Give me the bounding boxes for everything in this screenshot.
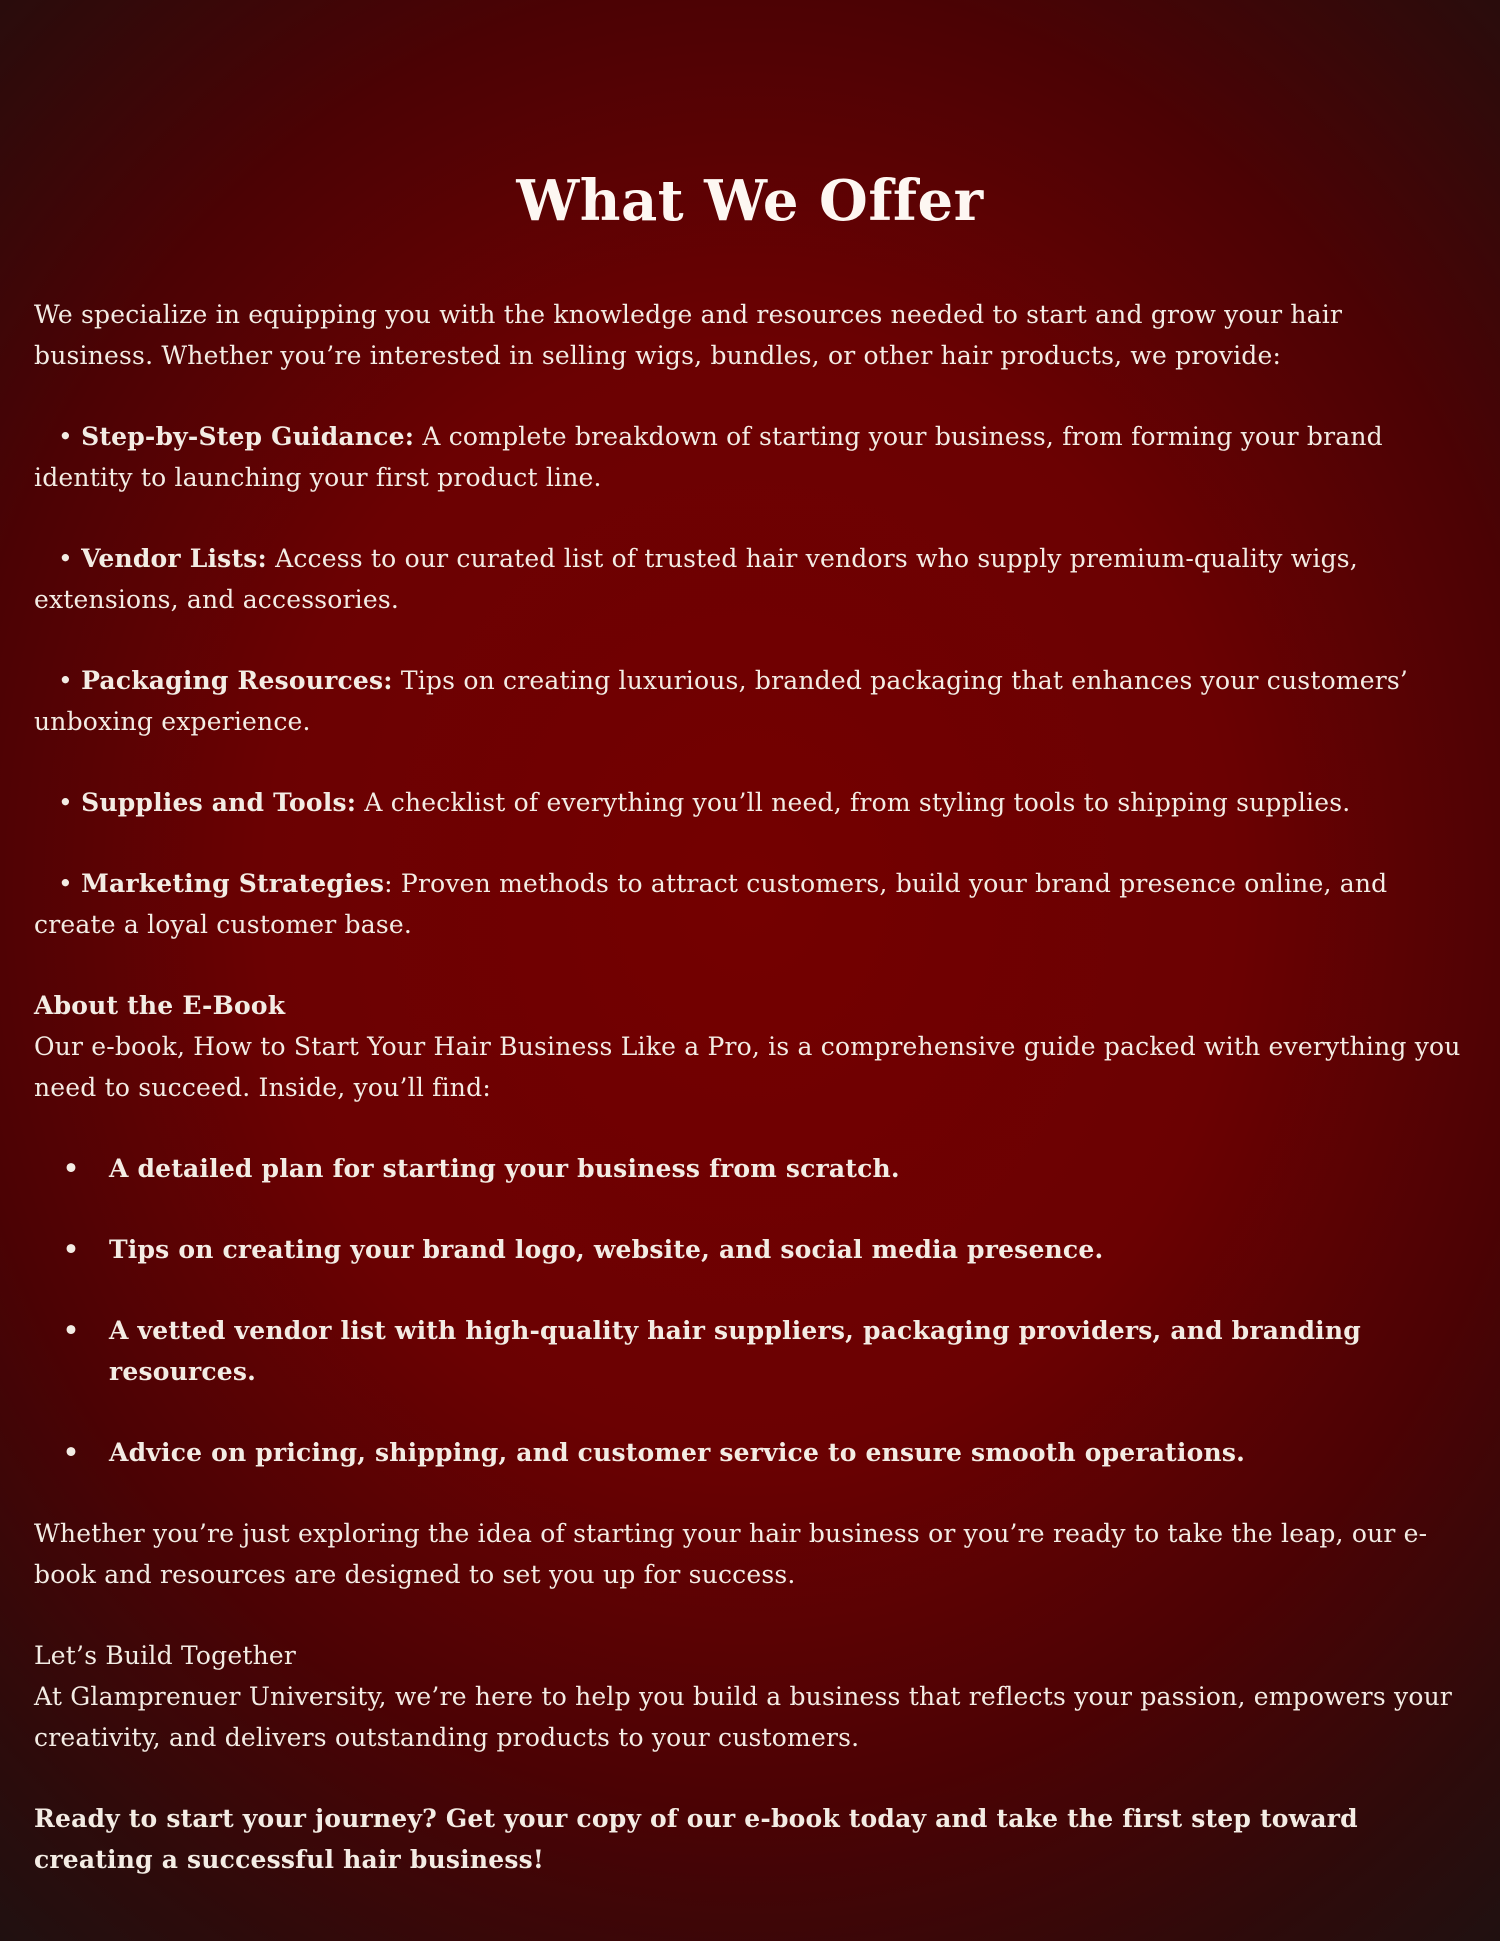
offer-label: Packaging Resources:	[81, 666, 393, 695]
about-section	[34, 985, 1466, 1108]
ebook-contents-list	[34, 1148, 1466, 1473]
page-title: What We Offer	[516, 168, 984, 234]
offer-item-vendors	[34, 538, 1466, 620]
offer-text: Tips on creating luxurious, branded packaging that enhances your customers’ unboxing experience.	[34, 666, 1409, 736]
offer-text: A checklist of everything you’ll need, from styling tools to shipping supplies.	[356, 788, 1351, 817]
offer-label: Step-by-Step Guidance:	[81, 422, 415, 451]
offer-bullet: •	[58, 422, 82, 451]
offer-bullet: •	[58, 788, 82, 817]
offer-bullet: •	[58, 869, 82, 898]
about-heading: About the E-Book	[34, 991, 286, 1020]
offer-label: Supplies and Tools:	[81, 788, 357, 817]
together-text: At Glamprenuer University, we’re here to help you build a business that reflects your passion, empowers your creativity, and delivers outstanding products to your customers.	[34, 1682, 1453, 1752]
list-item	[34, 1229, 1466, 1270]
bullet-icon: •	[63, 1438, 80, 1467]
intro-paragraph: We specialize in equipping you with the knowledge and resources needed to start and grow your hair business. Whether you’re interested in selling wigs, bundles, or other hair products, we provide:	[34, 300, 1343, 370]
list-item-text: A detailed plan for starting your business from scratch.	[109, 1154, 900, 1183]
about-text: Our e-book, How to Start Your Hair Business Like a Pro, is a comprehensive guide packed with everything you need to succeed. Inside, you’ll find:	[34, 1032, 1461, 1102]
list-item-text: Tips on creating your brand logo, website, and social media presence.	[109, 1235, 1104, 1264]
offer-text: : Proven methods to attract customers, build your brand presence online, and create a loyal customer base.	[34, 869, 1388, 939]
offer-bullet: •	[58, 544, 82, 573]
bullet-icon: •	[63, 1154, 80, 1183]
offer-label: Vendor Lists:	[81, 544, 267, 573]
offer-item-supplies	[34, 782, 1466, 823]
together-heading: Let’s Build Together	[34, 1641, 297, 1670]
offer-item-packaging	[34, 660, 1466, 742]
list-item-text: Advice on pricing, shipping, and customer service to ensure smooth operations.	[109, 1438, 1246, 1467]
list-item	[34, 1310, 1466, 1392]
together-section	[34, 1635, 1466, 1758]
bullet-icon: •	[63, 1235, 80, 1264]
list-item	[34, 1432, 1466, 1473]
offer-item-marketing	[34, 863, 1466, 945]
bullet-icon: •	[63, 1316, 80, 1345]
offer-label: Marketing Strategies	[81, 869, 385, 898]
offer-text: Access to our curated list of trusted hair vendors who supply premium-quality wigs, extensions, and accessories.	[34, 544, 1358, 614]
offer-bullet: •	[58, 666, 82, 695]
list-item-text: A vetted vendor list with high-quality hair suppliers, packaging providers, and branding resources.	[109, 1316, 1361, 1386]
closing-paragraph: Whether you’re just exploring the idea of starting your hair business or you’re ready to take the leap, our e-book and resources are designed to set you up for success.	[34, 1519, 1428, 1589]
call-to-action: Ready to start your journey? Get your copy of our e-book today and take the first step toward creating a successful hair business!	[34, 1804, 1358, 1874]
offer-text: A complete breakdown of starting your business, from forming your brand identity to launching your first product line.	[34, 422, 1383, 492]
offer-item-guidance	[34, 416, 1466, 498]
list-item	[34, 1148, 1466, 1189]
